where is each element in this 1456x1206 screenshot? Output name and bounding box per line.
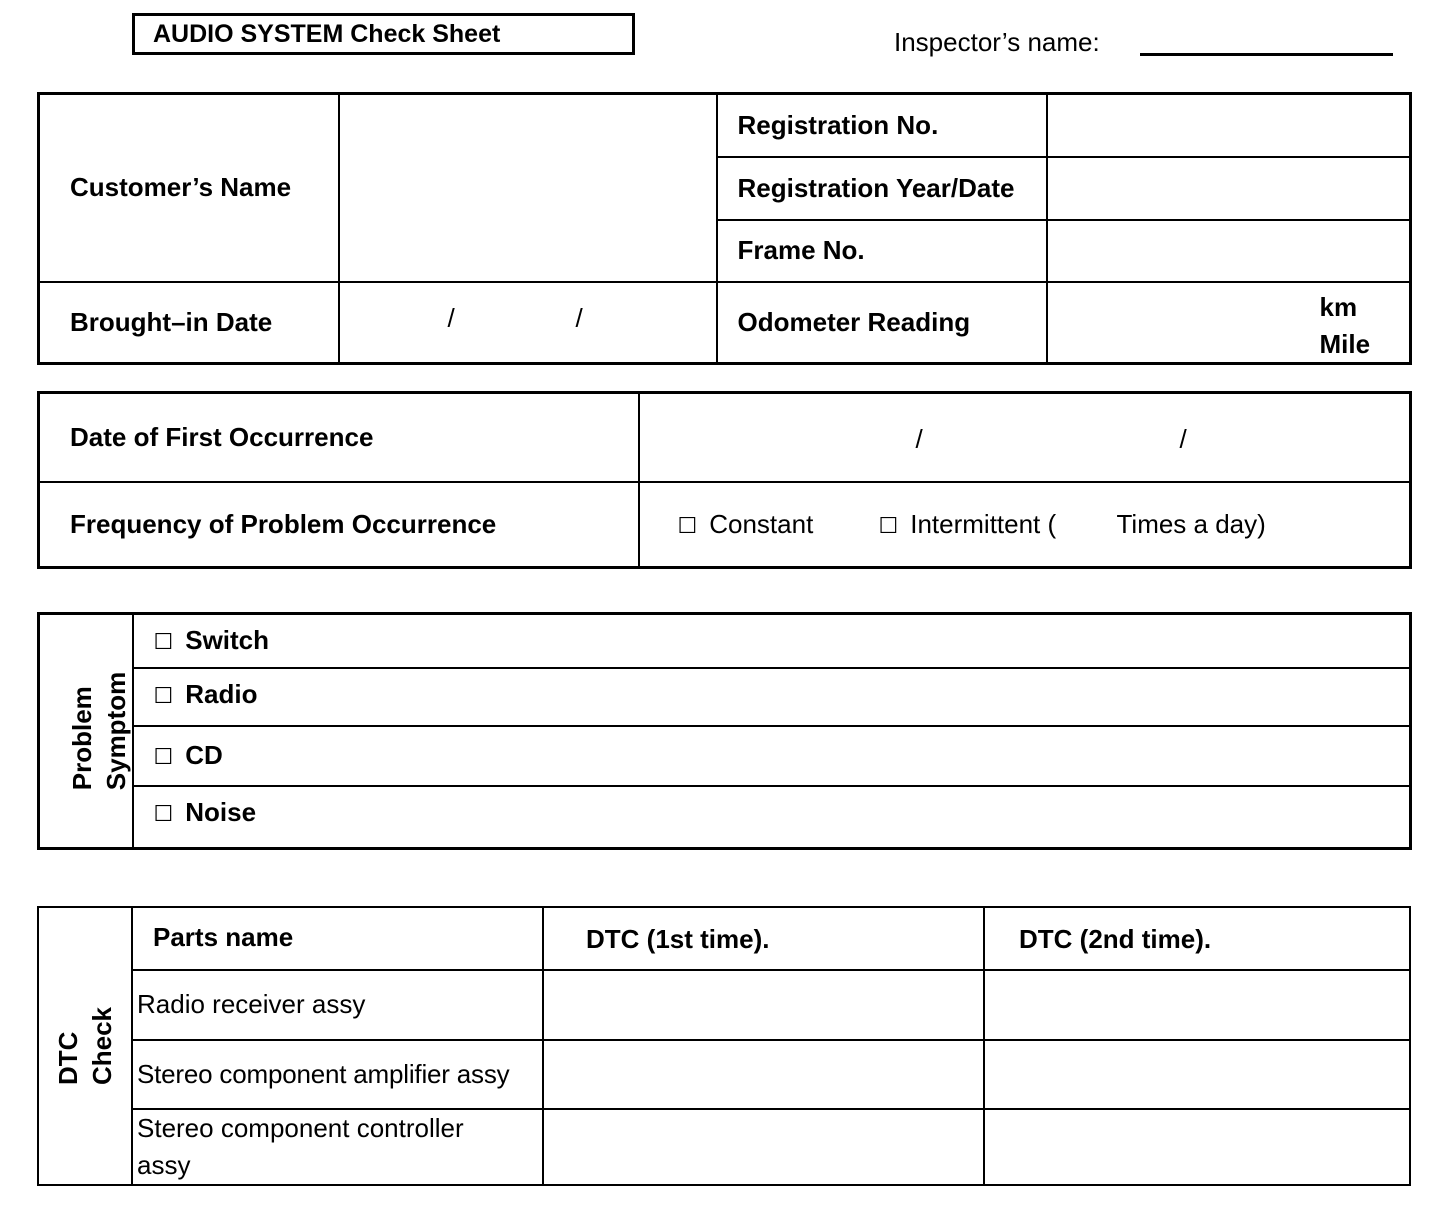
frame-no-label: Frame No. (717, 220, 1047, 282)
registration-year-field[interactable] (1047, 157, 1411, 220)
symptom-noise-label: Noise (185, 796, 257, 827)
date-separator: / (915, 424, 923, 454)
customers-name-label: Customer’s Name (39, 94, 339, 282)
dtc-check-section-label (38, 907, 132, 1185)
symptom-cd-label: CD (185, 740, 223, 770)
dtc-check-label-line1: DTC (52, 1031, 83, 1086)
registration-no-label: Registration No. (717, 94, 1047, 157)
unit-km: km (1319, 291, 1358, 322)
header-dtc-1st: DTC (1st time). (543, 907, 984, 970)
dtc-check-label-line2: Check (86, 1006, 117, 1086)
odometer-field[interactable] (1047, 282, 1411, 364)
dtc-check-table (37, 906, 1411, 1186)
header-dtc-2nd: DTC (2nd time). (984, 907, 1410, 970)
odometer-label: Odometer Reading (717, 282, 1047, 364)
part-stereo-amplifier: Stereo component amplifier assy (132, 1040, 543, 1109)
times-a-day-label: Times a day) (1116, 508, 1266, 539)
brought-in-date-label: Brought–in Date (39, 282, 339, 364)
dtc-1st-stereo-controller-field[interactable] (543, 1109, 984, 1185)
problem-symptom-label-line2: Symptom (101, 671, 132, 791)
sheet-title: AUDIO SYSTEM Check Sheet (132, 13, 635, 55)
checkbox-icon[interactable]: ☐ (153, 800, 174, 826)
date-separator: / (575, 302, 583, 333)
registration-year-label: Registration Year/Date (717, 157, 1047, 220)
unit-mile: Mile (1319, 328, 1371, 359)
customer-info-table (37, 92, 1412, 365)
checkbox-icon[interactable]: ☐ (153, 744, 174, 769)
occurrence-table (37, 391, 1412, 569)
problem-symptom-label-line1: Problem (67, 686, 98, 791)
intermittent-option[interactable] (879, 509, 1057, 540)
date-separator: / (1179, 424, 1187, 454)
header-parts-name: Parts name (132, 907, 543, 970)
dtc-1st-radio-receiver-field[interactable] (543, 970, 984, 1040)
frame-no-field[interactable] (1047, 220, 1411, 282)
first-occurrence-field[interactable] (639, 393, 1411, 482)
part-stereo-controller: Stereo component controller assy (132, 1109, 543, 1185)
checkbox-icon[interactable]: ☐ (878, 512, 899, 538)
first-occurrence-label: Date of First Occurrence (39, 393, 639, 482)
problem-symptom-table (37, 612, 1412, 850)
symptom-noise-row[interactable] (133, 786, 1411, 849)
frequency-options (639, 482, 1411, 568)
symptom-cd-row[interactable] (133, 726, 1411, 786)
symptom-switch-label: Switch (185, 625, 270, 656)
customers-name-field[interactable] (339, 94, 717, 282)
checkbox-icon[interactable]: ☐ (153, 629, 174, 655)
registration-no-field[interactable] (1047, 94, 1411, 157)
dtc-1st-stereo-amplifier-field[interactable] (543, 1040, 984, 1109)
constant-option[interactable] (678, 509, 814, 540)
problem-symptom-section-label (39, 614, 133, 849)
constant-label: Constant (709, 508, 814, 539)
dtc-2nd-stereo-controller-field[interactable] (984, 1109, 1410, 1185)
dtc-2nd-stereo-amplifier-field[interactable] (984, 1040, 1410, 1109)
symptom-radio-label: Radio (185, 678, 258, 709)
intermittent-label: Intermittent ( (910, 508, 1057, 539)
symptom-switch-row[interactable] (133, 614, 1411, 668)
date-separator: / (447, 302, 455, 333)
frequency-label: Frequency of Problem Occurrence (39, 482, 639, 568)
dtc-2nd-radio-receiver-field[interactable] (984, 970, 1410, 1040)
part-radio-receiver: Radio receiver assy (132, 970, 543, 1040)
inspector-name-label: Inspector’s name: (894, 27, 1100, 57)
symptom-radio-row[interactable] (133, 668, 1411, 726)
brought-in-date-field[interactable] (339, 282, 717, 364)
checkbox-icon[interactable]: ☐ (153, 682, 174, 708)
inspector-name-field[interactable] (1140, 53, 1393, 56)
checkbox-icon[interactable]: ☐ (677, 512, 698, 538)
